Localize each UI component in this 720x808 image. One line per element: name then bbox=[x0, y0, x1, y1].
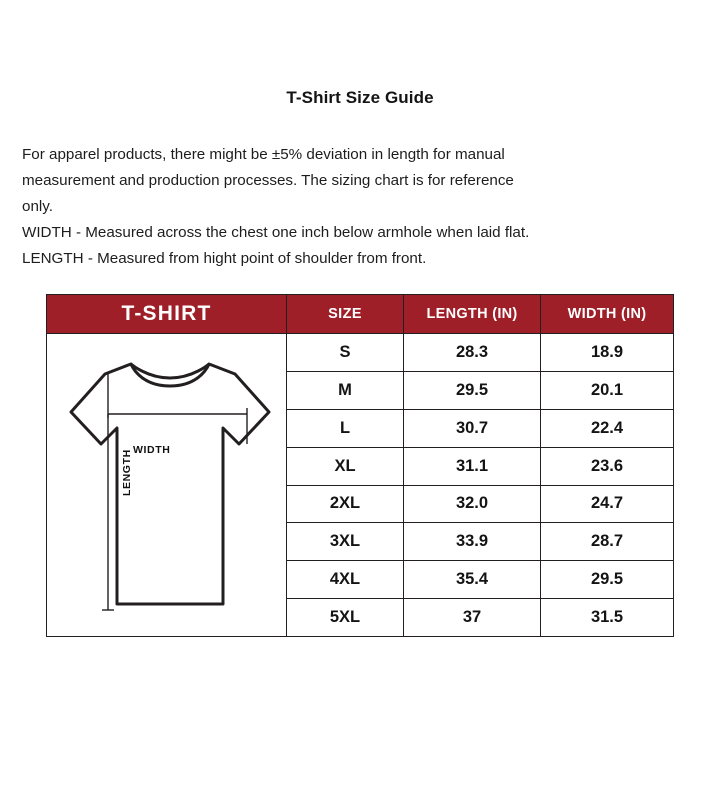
cell-length: 31.1 bbox=[404, 447, 541, 485]
tshirt-diagram bbox=[47, 334, 291, 636]
cell-size: 2XL bbox=[287, 485, 404, 523]
intro-text bbox=[22, 142, 698, 272]
cell-length: 32.0 bbox=[404, 485, 541, 523]
tshirt-diagram-cell bbox=[47, 334, 287, 637]
cell-width: 20.1 bbox=[541, 371, 674, 409]
cell-size: 4XL bbox=[287, 561, 404, 599]
cell-length: 29.5 bbox=[404, 371, 541, 409]
cell-length: 35.4 bbox=[404, 561, 541, 599]
size-guide-page bbox=[0, 88, 720, 808]
intro-line-5: LENGTH - Measured from hight point of shoulder from front. bbox=[22, 250, 427, 267]
table-header-row bbox=[47, 295, 674, 334]
cell-length: 37 bbox=[404, 599, 541, 637]
cell-width: 28.7 bbox=[541, 523, 674, 561]
cell-width: 18.9 bbox=[541, 334, 674, 372]
intro-line-2: measurement and production processes. The sizing chart is for reference bbox=[22, 172, 514, 189]
cell-length: 28.3 bbox=[404, 334, 541, 372]
cell-size: S bbox=[287, 334, 404, 372]
intro-line-3: only. bbox=[22, 198, 53, 215]
cell-size: XL bbox=[287, 447, 404, 485]
cell-width: 29.5 bbox=[541, 561, 674, 599]
cell-width: 23.6 bbox=[541, 447, 674, 485]
header-size: SIZE bbox=[287, 295, 404, 334]
size-chart-wrapper bbox=[46, 294, 674, 637]
header-width: WIDTH (IN) bbox=[541, 295, 674, 334]
header-product: T-SHIRT bbox=[47, 295, 287, 334]
intro-line-1: For apparel products, there might be ±5% deviation in length for manual bbox=[22, 146, 505, 163]
intro-line-4: WIDTH - Measured across the chest one inch below armhole when laid flat. bbox=[22, 224, 530, 241]
cell-length: 33.9 bbox=[404, 523, 541, 561]
cell-size: 3XL bbox=[287, 523, 404, 561]
cell-size: M bbox=[287, 371, 404, 409]
cell-width: 22.4 bbox=[541, 409, 674, 447]
cell-width: 24.7 bbox=[541, 485, 674, 523]
length-label: LENGTH bbox=[121, 449, 133, 496]
cell-size: 5XL bbox=[287, 599, 404, 637]
cell-width: 31.5 bbox=[541, 599, 674, 637]
page-title: T-Shirt Size Guide bbox=[286, 88, 434, 107]
cell-length: 30.7 bbox=[404, 409, 541, 447]
table-row bbox=[47, 334, 674, 372]
size-chart-table bbox=[46, 294, 674, 637]
tshirt-icon bbox=[61, 348, 277, 622]
cell-size: L bbox=[287, 409, 404, 447]
width-label: WIDTH bbox=[133, 444, 171, 456]
header-length: LENGTH (IN) bbox=[404, 295, 541, 334]
